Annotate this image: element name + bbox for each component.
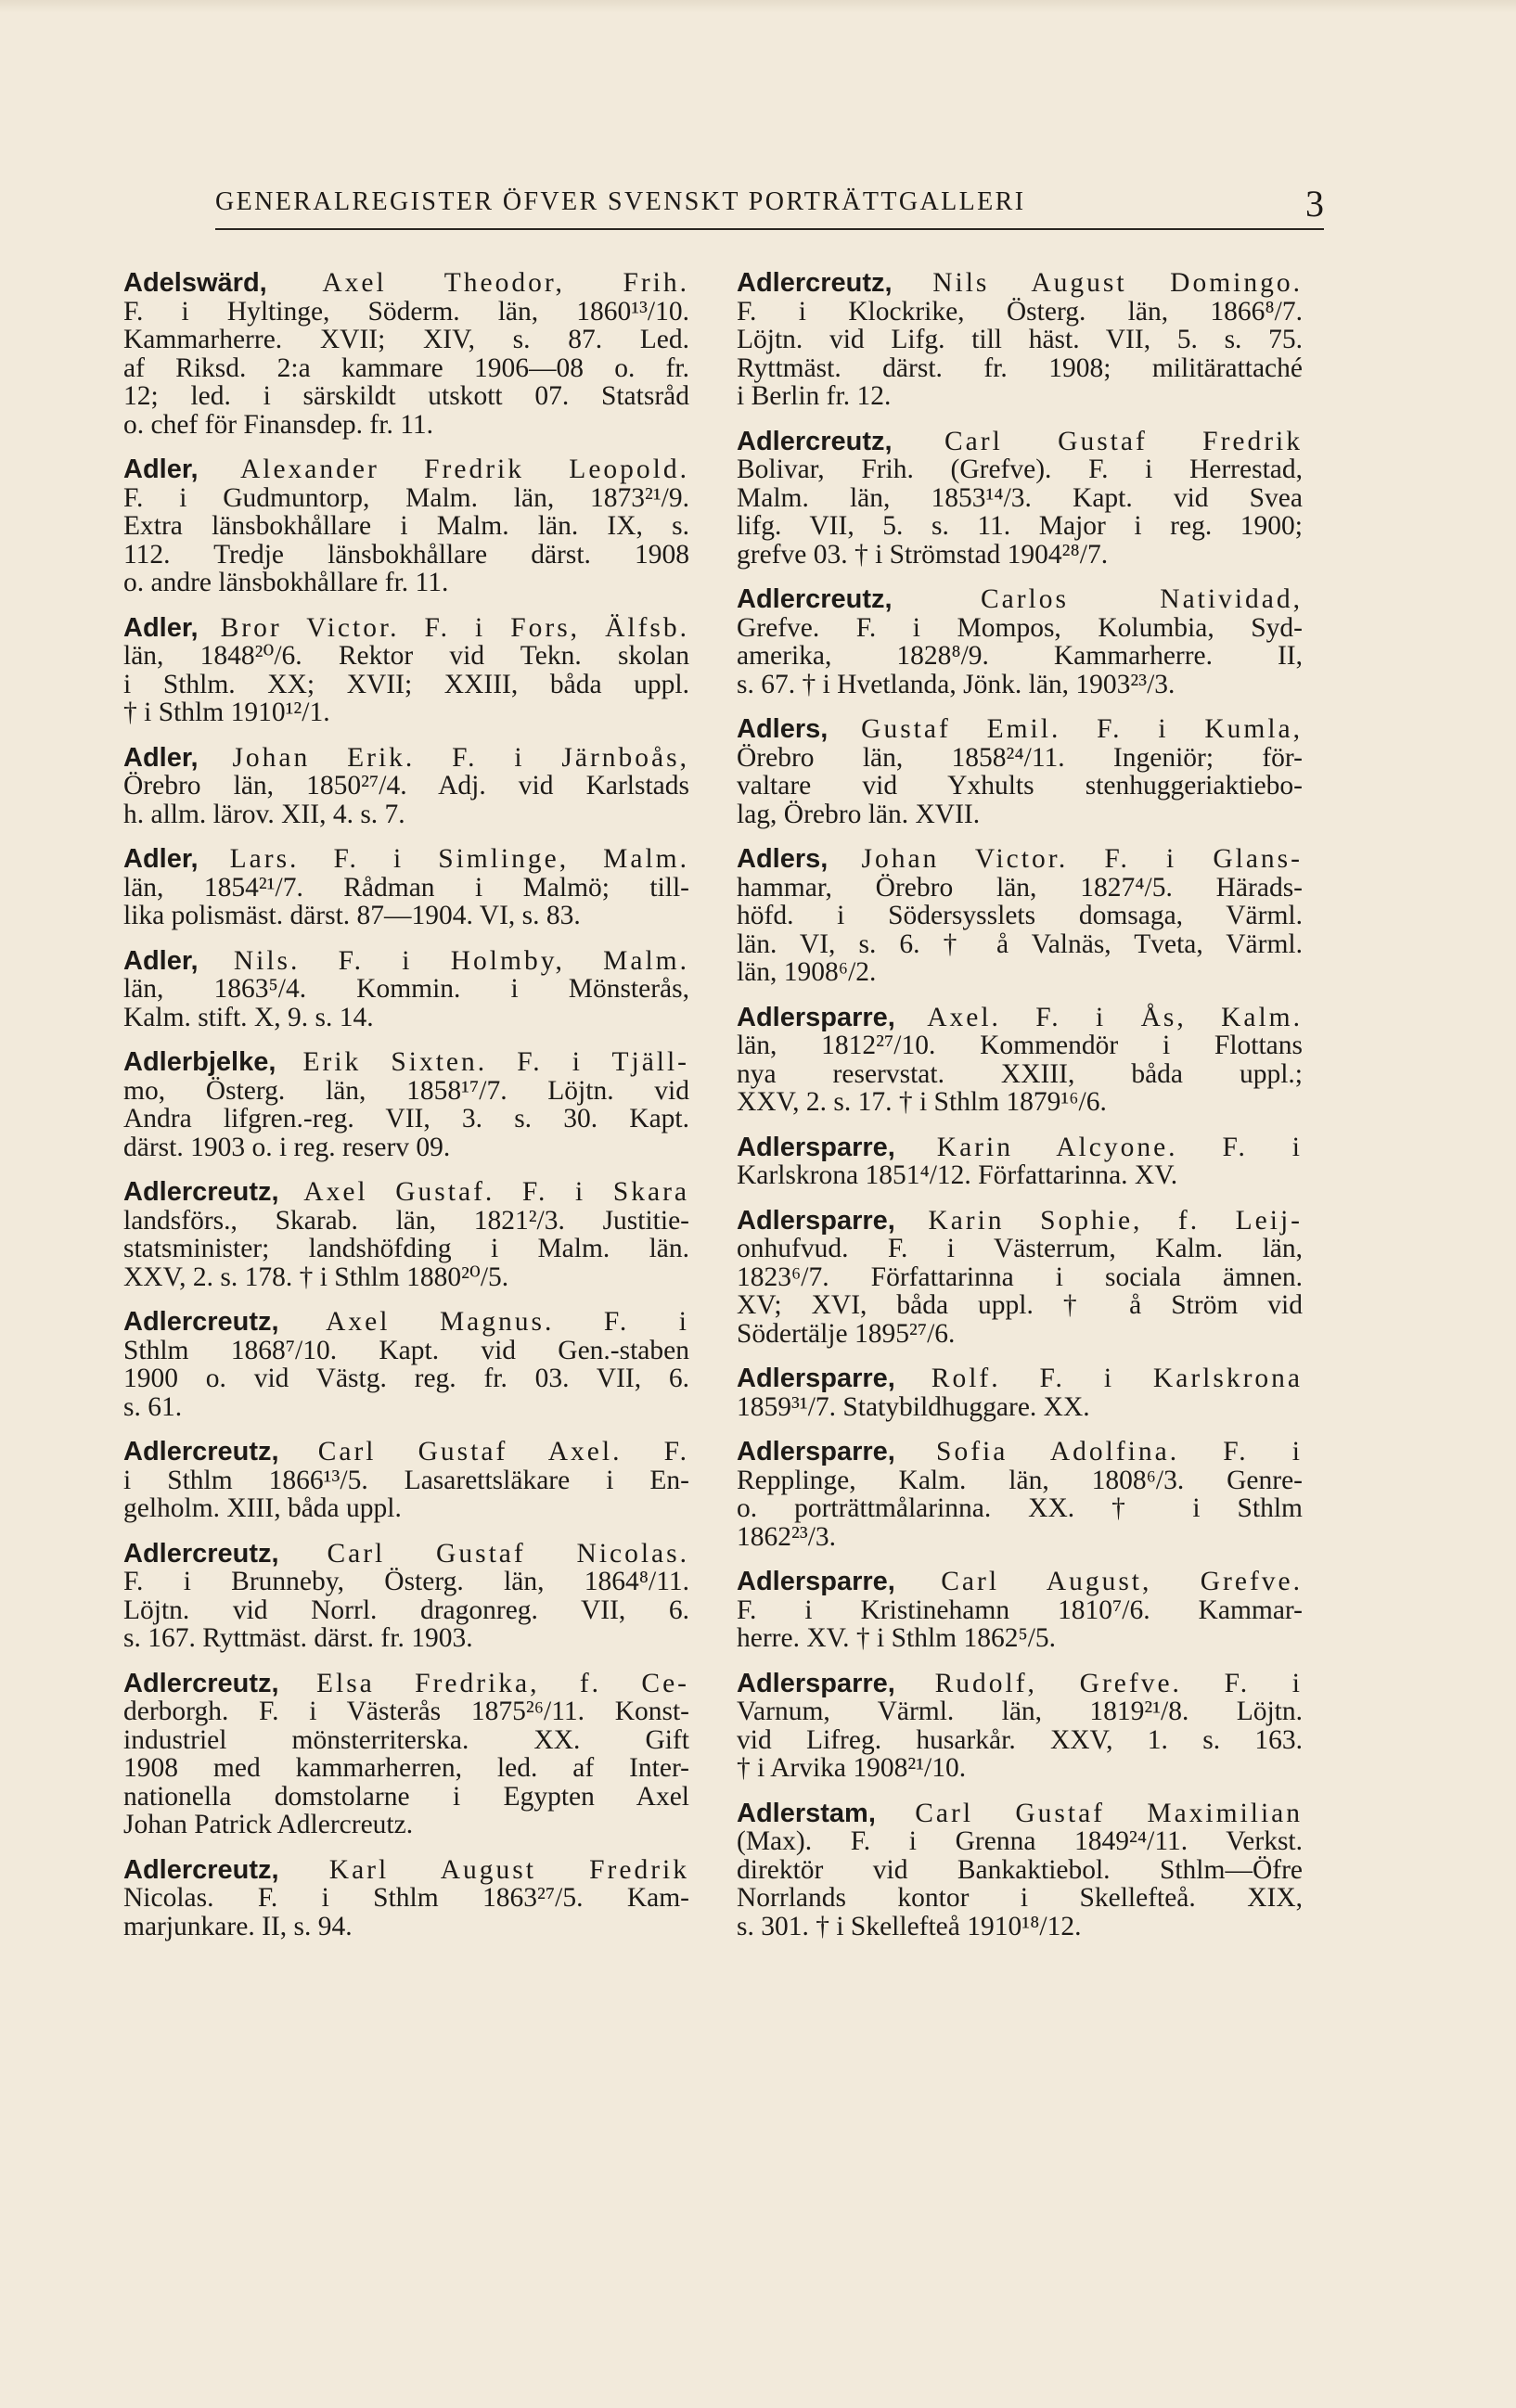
entry-line: F. i Kristinehamn 1810⁷/6. Kammar- — [737, 1595, 1303, 1625]
entry-headword: Adler, — [123, 742, 199, 773]
entry-text: Carl August, Grefve. — [941, 1567, 1304, 1596]
entry-text: Carlos Natividad, — [980, 584, 1303, 614]
entry-line: XXV, 2. s. 17. † i Sthlm 1879¹⁶/6. — [737, 1087, 1107, 1117]
entry-text: Erik Sixten. F. i Tjäll- — [302, 1047, 690, 1077]
entry-line — [123, 1856, 689, 1885]
entry-line: † i Sthlm 1910¹²/1. — [123, 698, 330, 727]
register-entry — [737, 428, 1303, 570]
entry-line — [737, 1800, 1303, 1828]
entry-headword: Adlersparre, — [737, 1668, 895, 1698]
register-entry — [737, 1568, 1303, 1653]
entry-line: i Sthlm 1866¹³/5. Lasarettsläkare i En- — [123, 1465, 689, 1495]
entry-headword: Adlercreutz, — [123, 1307, 279, 1337]
entry-headword: Adlers, — [737, 844, 829, 874]
entry-headword: Adler, — [123, 945, 199, 976]
entry-line: vid Lifreg. husarkår. XXV, 1. s. 163. — [737, 1724, 1303, 1755]
entry-headword: Adlercreutz, — [737, 426, 893, 456]
register-entry — [123, 1856, 689, 1941]
entry-line — [737, 1207, 1303, 1236]
entry-line: län, 1854²¹/7. Rådman i Malmö; till- — [123, 872, 689, 903]
entry-line: Sthlm 1868⁷/10. Kapt. vid Gen.-staben — [123, 1335, 689, 1365]
entry-line: Kammarherre. XVII; XIV, s. 87. Led. — [123, 325, 689, 354]
entry-line — [737, 1004, 1303, 1032]
entry-text: Bror Victor. F. i Fors, Älfsb. — [220, 612, 690, 643]
entry-headword: Adlerstam, — [737, 1798, 876, 1828]
entry-headword: Adlersparre, — [737, 1002, 895, 1032]
entry-line: Södertälje 1895²⁷/6. — [737, 1318, 956, 1349]
entry-line — [737, 845, 1303, 874]
entry-line: amerika, 1828⁸/9. Kammarherre. II, — [737, 641, 1303, 671]
entry-headword: Adlercreutz, — [737, 268, 893, 298]
entry-headword: Adlercreutz, — [123, 1177, 279, 1207]
entry-line — [737, 269, 1303, 298]
entry-headword: Adlersparre, — [737, 1205, 895, 1236]
register-entry — [737, 1207, 1303, 1349]
entry-line: 112. Tredje länsbokhållare därst. 1908 — [123, 539, 689, 570]
register-entry — [123, 455, 689, 597]
page-top-edge — [0, 0, 1516, 13]
entry-headword: Adler, — [123, 455, 199, 484]
entry-line: Varnum, Värml. län, 1819²¹/8. Löjtn. — [737, 1697, 1303, 1726]
entry-line: Kalm. stift. X, 9. s. 14. — [123, 1002, 374, 1032]
entry-line: Norrlands kontor i Skellefteå. XIX, — [737, 1883, 1303, 1913]
header-rule — [215, 228, 1324, 230]
register-entry — [737, 1670, 1303, 1783]
entry-line: s. 67. † i Hvetlanda, Jönk. län, 1903²³/3. — [737, 669, 1176, 699]
page-number: 3 — [1305, 183, 1324, 224]
entry-headword: Adlercreutz, — [123, 1668, 279, 1698]
entry-line: Extra länsbokhållare i Malm. län. IX, s. — [123, 511, 689, 541]
entry-line: höfd. i Södersysslets domsaga, Värml. — [737, 901, 1303, 930]
entry-line — [737, 1670, 1303, 1698]
register-entry — [123, 845, 689, 930]
register-entry — [123, 614, 689, 727]
entry-line: Grefve. F. i Mompos, Kolumbia, Syd- — [737, 612, 1303, 643]
register-entry — [737, 269, 1303, 411]
entry-text: Axel Gustaf. F. i Skara — [303, 1177, 690, 1207]
entry-line: 1859³¹/7. Statybildhuggare. XX. — [737, 1391, 1090, 1422]
entry-line: län, 1863⁵/4. Kommin. i Mönsterås, — [123, 974, 689, 1004]
entry-headword: Adlerbjelke, — [123, 1047, 276, 1077]
entry-line: 1862²³/3. — [737, 1521, 837, 1552]
entry-text: Karl August Fredrik — [328, 1854, 689, 1885]
entry-line: i Sthlm. XX; XVII; XXIII, båda uppl. — [123, 669, 689, 699]
entry-headword: Adelswärd, — [123, 268, 267, 298]
entry-text: Lars. F. i Simlinge, Malm. — [229, 844, 689, 874]
entry-line: landsförs., Skarab. län, 1821²/3. Justitie- — [123, 1205, 689, 1236]
entry-line: s. 167. Ryttmäst. därst. fr. 1903. — [123, 1623, 473, 1653]
register-entry — [737, 715, 1303, 828]
entry-line: län, 1908⁶/2. — [737, 957, 877, 987]
entry-line: län. VI, s. 6. † å Valnäs, Tveta, Värml. — [737, 929, 1303, 959]
entry-line: grefve 03. † i Strömstad 1904²⁸/7. — [737, 539, 1109, 570]
entry-line: därst. 1903 o. i reg. reserv 09. — [123, 1132, 451, 1162]
entry-text: Rudolf, Grefve. F. i — [934, 1668, 1303, 1698]
running-header — [215, 182, 1324, 226]
entry-text: Axel Magnus. F. i — [326, 1307, 689, 1337]
entry-line — [123, 1178, 689, 1207]
entry-line: Örebro län, 1850²⁷/4. Adj. vid Karlstads — [123, 771, 689, 801]
entry-text: Johan Erik. F. i Järnboås, — [232, 742, 689, 773]
entry-headword: Adlercreutz, — [123, 1538, 279, 1569]
entry-line — [123, 1308, 689, 1337]
entry-line — [123, 947, 689, 976]
entry-line: Johan Patrick Adlercreutz. — [123, 1810, 414, 1839]
register-entry — [123, 1438, 689, 1523]
register-entry — [123, 947, 689, 1032]
entry-line: F. i Brunneby, Österg. län, 1864⁸/11. — [123, 1567, 689, 1596]
register-entry — [123, 1178, 689, 1291]
register-entry — [123, 1048, 689, 1161]
entry-line — [737, 715, 1303, 744]
register-entry — [123, 1670, 689, 1839]
entry-text: Gustaf Emil. F. i Kumla, — [861, 714, 1304, 744]
entry-line: 1823⁶/7. Författarinna i sociala ämnen. — [737, 1262, 1303, 1292]
entry-line — [123, 1438, 689, 1467]
register-entry — [737, 1004, 1303, 1117]
entry-line: gelholm. XIII, båda uppl. — [123, 1493, 402, 1523]
entry-text: Axel Theodor, Frih. — [322, 268, 689, 298]
entry-text: Nils August Domingo. — [932, 268, 1303, 298]
entry-line: Repplinge, Kalm. län, 1808⁶/3. Genre- — [737, 1465, 1303, 1495]
entry-text: Karin Alcyone. F. i — [936, 1132, 1304, 1162]
register-entry — [123, 1308, 689, 1421]
entry-line: (Max). F. i Grenna 1849²⁴/11. Verkst. — [737, 1826, 1303, 1856]
entry-headword: Adlercreutz, — [123, 1854, 279, 1885]
entry-line: Löjtn. vid Norrl. dragonreg. VII, 6. — [123, 1595, 689, 1625]
entry-line: s. 301. † i Skellefteå 1910¹⁸/12. — [737, 1911, 1082, 1941]
entry-text: Carl Gustaf Maximilian — [915, 1798, 1303, 1828]
entry-text: Nils. F. i Holmby, Malm. — [233, 945, 689, 976]
entry-line — [123, 845, 689, 874]
running-title: GENERALREGISTER ÖFVER SVENSKT PORTRÄTTGALLERI — [215, 187, 1026, 216]
entry-line: 1900 o. vid Västg. reg. fr. 03. VII, 6. — [123, 1364, 689, 1393]
register-entry — [123, 1540, 689, 1653]
register-entry — [737, 1438, 1303, 1551]
entry-line: XXV, 2. s. 178. † i Sthlm 1880²⁰/5. — [123, 1262, 509, 1292]
entry-headword: Adlercreutz, — [737, 584, 893, 614]
entry-line: herre. XV. † i Sthlm 1862⁵/5. — [737, 1623, 1057, 1653]
entry-line: direktör vid Bankaktiebol. Sthlm—Öfre — [737, 1854, 1303, 1885]
entry-line: statsminister; landshöfding i Malm. län. — [123, 1234, 689, 1263]
entry-line: marjunkare. II, s. 94. — [123, 1911, 353, 1941]
register-entry — [737, 585, 1303, 698]
entry-text: Carl Gustaf Axel. F. — [317, 1437, 689, 1467]
entry-line: Nicolas. F. i Sthlm 1863²⁷/5. Kam- — [123, 1883, 689, 1913]
entry-line: län, 1812²⁷/10. Kommendör i Flottans — [737, 1031, 1303, 1060]
entry-line: Örebro län, 1858²⁴/11. Ingeniör; för- — [737, 742, 1303, 773]
entry-line: län, 1848²⁰/6. Rektor vid Tekn. skolan — [123, 641, 689, 671]
register-entry — [737, 1800, 1303, 1941]
register-entry — [737, 1364, 1303, 1421]
entry-line — [737, 1568, 1303, 1596]
entry-line: lifg. VII, 5. s. 11. Major i reg. 1900; — [737, 511, 1303, 541]
entry-line — [737, 428, 1303, 456]
entry-line: industriel mönsterriterska. XX. Gift — [123, 1724, 689, 1755]
entry-headword: Adlercreutz, — [123, 1437, 279, 1467]
entry-headword: Adlersparre, — [737, 1567, 895, 1596]
entry-line: nationella domstolarne i Egypten Axel — [123, 1781, 689, 1812]
entry-line: F. i Klockrike, Österg. län, 1866⁸/7. — [737, 296, 1303, 327]
register-column-right — [737, 269, 1303, 1957]
entry-line: af Riksd. 2:a kammare 1906—08 o. fr. — [123, 352, 689, 383]
entry-line — [737, 1438, 1303, 1467]
entry-line — [737, 1134, 1303, 1162]
entry-text: Karin Sophie, f. Leij- — [928, 1205, 1303, 1236]
entry-line: valtare vid Yxhults stenhuggeriaktiebo- — [737, 771, 1303, 801]
entry-line: nya reservstat. XXIII, båda uppl.; — [737, 1058, 1303, 1089]
entry-text: Axel. F. i Ås, Kalm. — [927, 1002, 1303, 1032]
entry-line: Ryttmäst. därst. fr. 1908; militärattaché — [737, 352, 1303, 383]
entry-line — [123, 455, 689, 484]
entry-line: F. i Hyltinge, Söderm. län, 1860¹³/10. — [123, 296, 689, 327]
entry-headword: Adler, — [123, 844, 199, 874]
entry-line — [123, 744, 689, 773]
entry-line — [123, 614, 689, 643]
entry-line: hammar, Örebro län, 1827⁴/5. Härads- — [737, 872, 1303, 903]
entry-line: lika polismäst. därst. 87—1904. VI, s. 83. — [123, 901, 581, 930]
register-entry — [123, 269, 689, 439]
register-entry — [737, 845, 1303, 987]
entry-line: mo, Österg. län, 1858¹⁷/7. Löjtn. vid — [123, 1075, 689, 1106]
entry-line: derborgh. F. i Västerås 1875²⁶/11. Konst- — [123, 1697, 689, 1726]
entry-line: o. porträttmålarinna. XX. † i Sthlm — [737, 1493, 1303, 1523]
entry-line: h. allm. lärov. XII, 4. s. 7. — [123, 799, 405, 829]
entry-line — [123, 1540, 689, 1569]
register-entry — [123, 744, 689, 829]
register-column-left — [123, 269, 689, 1957]
entry-line: Bolivar, Frih. (Grefve). F. i Herrestad, — [737, 455, 1303, 484]
entry-line — [123, 1048, 689, 1077]
entry-line — [123, 269, 689, 298]
entry-line: o. chef för Finansdep. fr. 11. — [123, 409, 433, 440]
register-entry — [737, 1134, 1303, 1190]
entry-text: Carl Gustaf Fredrik — [944, 426, 1304, 456]
entry-line: Karlskrona 1851⁴/12. Författarinna. XV. — [737, 1160, 1178, 1190]
entry-line: Andra lifgren.-reg. VII, 3. s. 30. Kapt. — [123, 1104, 689, 1134]
entry-text: Rolf. F. i Karlskrona — [931, 1364, 1303, 1393]
entry-headword: Adlersparre, — [737, 1364, 895, 1393]
entry-text: Sofia Adolfina. F. i — [936, 1437, 1304, 1467]
entry-line — [737, 1364, 1303, 1393]
entry-line: Löjtn. vid Lifg. till häst. VII, 5. s. 75. — [737, 325, 1303, 354]
entry-headword: Adler, — [123, 612, 199, 643]
entry-line: o. andre länsbokhållare fr. 11. — [123, 568, 449, 597]
entry-text: Elsa Fredrika, f. Ce- — [315, 1668, 689, 1698]
entry-line: lag, Örebro län. XVII. — [737, 799, 981, 829]
entry-line — [737, 585, 1303, 614]
entry-line — [123, 1670, 689, 1698]
entry-line: s. 61. — [123, 1391, 183, 1422]
entry-headword: Adlers, — [737, 714, 829, 744]
entry-line: onhufvud. F. i Västerrum, Kalm. län, — [737, 1234, 1303, 1263]
entry-text: Alexander Fredrik Leopold. — [239, 455, 689, 484]
entry-headword: Adlersparre, — [737, 1437, 895, 1467]
entry-headword: Adlersparre, — [737, 1132, 895, 1162]
entry-line: Malm. län, 1853¹⁴/3. Kapt. vid Svea — [737, 482, 1303, 513]
entry-text: Johan Victor. F. i Glans- — [861, 844, 1303, 874]
entry-text: Carl Gustaf Nicolas. — [327, 1538, 689, 1569]
entry-line: XV; XVI, båda uppl. † å Ström vid — [737, 1290, 1303, 1320]
entry-line: 12; led. i särskildt utskott 07. Statsråd — [123, 381, 689, 411]
entry-line: 1908 med kammarherren, led. af Inter- — [123, 1753, 689, 1783]
entry-line: F. i Gudmuntorp, Malm. län, 1873²¹/9. — [123, 482, 689, 513]
entry-line: † i Arvika 1908²¹/10. — [737, 1753, 967, 1783]
entry-line: i Berlin fr. 12. — [737, 381, 892, 411]
